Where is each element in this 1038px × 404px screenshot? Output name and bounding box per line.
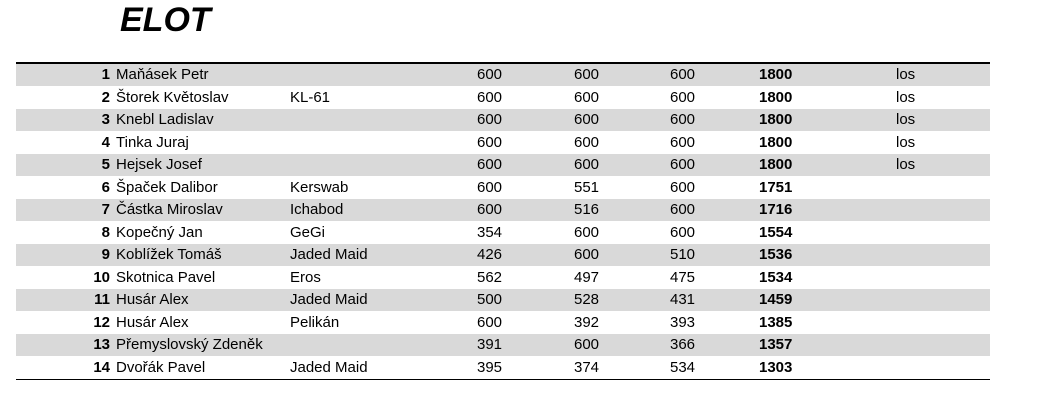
horse-cell: Kerswab — [290, 178, 349, 196]
note-cell: los — [896, 111, 916, 128]
rank-cell: 7 — [101, 201, 110, 218]
note-cell: los — [896, 66, 916, 83]
horse-cell: Pelikán — [290, 313, 340, 331]
table-row — [16, 334, 990, 357]
round3-cell: 600 — [670, 178, 696, 196]
horse-cell: KL-61 — [290, 88, 331, 106]
table-row — [16, 109, 990, 132]
rank-cell: 12 — [93, 313, 110, 331]
rank-cell: 2 — [101, 88, 110, 106]
total-cell: 1357 — [759, 336, 793, 353]
round3-cell: 600 — [670, 133, 696, 151]
rank-cell: 5 — [101, 156, 110, 173]
rank-cell: 6 — [101, 178, 110, 196]
total-cell: 1534 — [759, 268, 793, 286]
note-cell: los — [896, 133, 916, 151]
round2-cell: 516 — [574, 201, 600, 218]
table-row — [16, 312, 990, 335]
round2-cell: 497 — [574, 268, 600, 286]
table-row — [16, 154, 990, 177]
round1-cell: 600 — [477, 201, 503, 218]
round3-cell: 475 — [670, 268, 696, 286]
rank-cell: 14 — [93, 358, 110, 376]
name-cell: Částka Miroslav — [116, 201, 223, 218]
round3-cell: 510 — [670, 246, 696, 263]
round3-cell: 534 — [670, 358, 696, 376]
round2-cell: 551 — [574, 178, 600, 196]
round1-cell: 600 — [477, 66, 503, 83]
round3-cell: 600 — [670, 201, 696, 218]
total-cell: 1536 — [759, 246, 793, 263]
round3-cell: 600 — [670, 88, 696, 106]
round1-cell: 391 — [477, 336, 503, 353]
page-title: ELOT — [120, 1, 211, 39]
total-cell: 1716 — [759, 201, 793, 218]
rank-cell: 8 — [101, 223, 110, 241]
horse-cell: Ichabod — [290, 201, 344, 218]
total-cell: 1751 — [759, 178, 793, 196]
name-cell: Husár Alex — [116, 313, 189, 331]
round3-cell: 600 — [670, 66, 696, 83]
table-row — [16, 289, 990, 312]
rank-cell: 10 — [93, 268, 110, 286]
round3-cell: 600 — [670, 111, 696, 128]
rank-cell: 13 — [93, 336, 110, 353]
round3-cell: 393 — [670, 313, 696, 331]
round1-cell: 500 — [477, 291, 503, 308]
round1-cell: 354 — [477, 223, 503, 241]
table-row — [16, 267, 990, 290]
rank-cell: 9 — [101, 246, 110, 263]
name-cell: Hejsek Josef — [116, 156, 202, 173]
note-cell: los — [896, 156, 916, 173]
round2-cell: 600 — [574, 111, 600, 128]
round2-cell: 600 — [574, 156, 600, 173]
table-row — [16, 64, 990, 87]
round3-cell: 431 — [670, 291, 696, 308]
total-cell: 1800 — [759, 156, 793, 173]
round3-cell: 366 — [670, 336, 696, 353]
name-cell: Husár Alex — [116, 291, 189, 308]
round1-cell: 562 — [477, 268, 503, 286]
horse-cell: Jaded Maid — [290, 358, 368, 376]
horse-cell: Eros — [290, 268, 321, 286]
round1-cell: 600 — [477, 111, 503, 128]
name-cell: Maňásek Petr — [116, 66, 209, 83]
round2-cell: 392 — [574, 313, 600, 331]
total-cell: 1554 — [759, 223, 793, 241]
rank-cell: 3 — [101, 111, 110, 128]
name-cell: Štorek Květoslav — [116, 88, 229, 106]
round1-cell: 600 — [477, 133, 503, 151]
rank-cell: 11 — [94, 291, 110, 308]
round1-cell: 600 — [477, 178, 503, 196]
round2-cell: 600 — [574, 133, 600, 151]
name-cell: Dvořák Pavel — [116, 358, 206, 376]
rank-cell: 4 — [101, 133, 110, 151]
rank-cell: 1 — [101, 66, 110, 83]
total-cell: 1800 — [759, 133, 793, 151]
round3-cell: 600 — [670, 156, 696, 173]
round3-cell: 600 — [670, 223, 696, 241]
table-row — [16, 199, 990, 222]
table-row — [16, 222, 990, 245]
round2-cell: 600 — [574, 66, 600, 83]
round1-cell: 600 — [477, 88, 503, 106]
round1-cell: 600 — [477, 156, 503, 173]
horse-cell: Jaded Maid — [290, 246, 368, 263]
results-table — [16, 62, 990, 380]
round2-cell: 600 — [574, 88, 600, 106]
name-cell: Skotnica Pavel — [116, 268, 216, 286]
name-cell: Tinka Juraj — [116, 133, 189, 151]
name-cell: Špaček Dalibor — [116, 178, 218, 196]
round1-cell: 395 — [477, 358, 503, 376]
total-cell: 1303 — [759, 358, 793, 376]
table-row — [16, 177, 990, 200]
total-cell: 1385 — [759, 313, 793, 331]
horse-cell: GeGi — [290, 223, 326, 241]
table-row — [16, 357, 990, 380]
name-cell: Knebl Ladislav — [116, 111, 214, 128]
table-row — [16, 132, 990, 155]
name-cell: Koblížek Tomáš — [116, 246, 222, 263]
round2-cell: 600 — [574, 336, 600, 353]
table-row — [16, 244, 990, 267]
round1-cell: 600 — [477, 313, 503, 331]
total-cell: 1459 — [759, 291, 793, 308]
name-cell: Přemyslovský Zdeněk — [116, 336, 263, 353]
total-cell: 1800 — [759, 66, 793, 83]
round1-cell: 426 — [477, 246, 503, 263]
total-cell: 1800 — [759, 111, 793, 128]
note-cell: los — [896, 88, 916, 106]
round2-cell: 528 — [574, 291, 600, 308]
round2-cell: 600 — [574, 223, 600, 241]
total-cell: 1800 — [759, 88, 793, 106]
round2-cell: 600 — [574, 246, 600, 263]
table-row — [16, 87, 990, 110]
round2-cell: 374 — [574, 358, 600, 376]
name-cell: Kopečný Jan — [116, 223, 203, 241]
horse-cell: Jaded Maid — [290, 291, 368, 308]
